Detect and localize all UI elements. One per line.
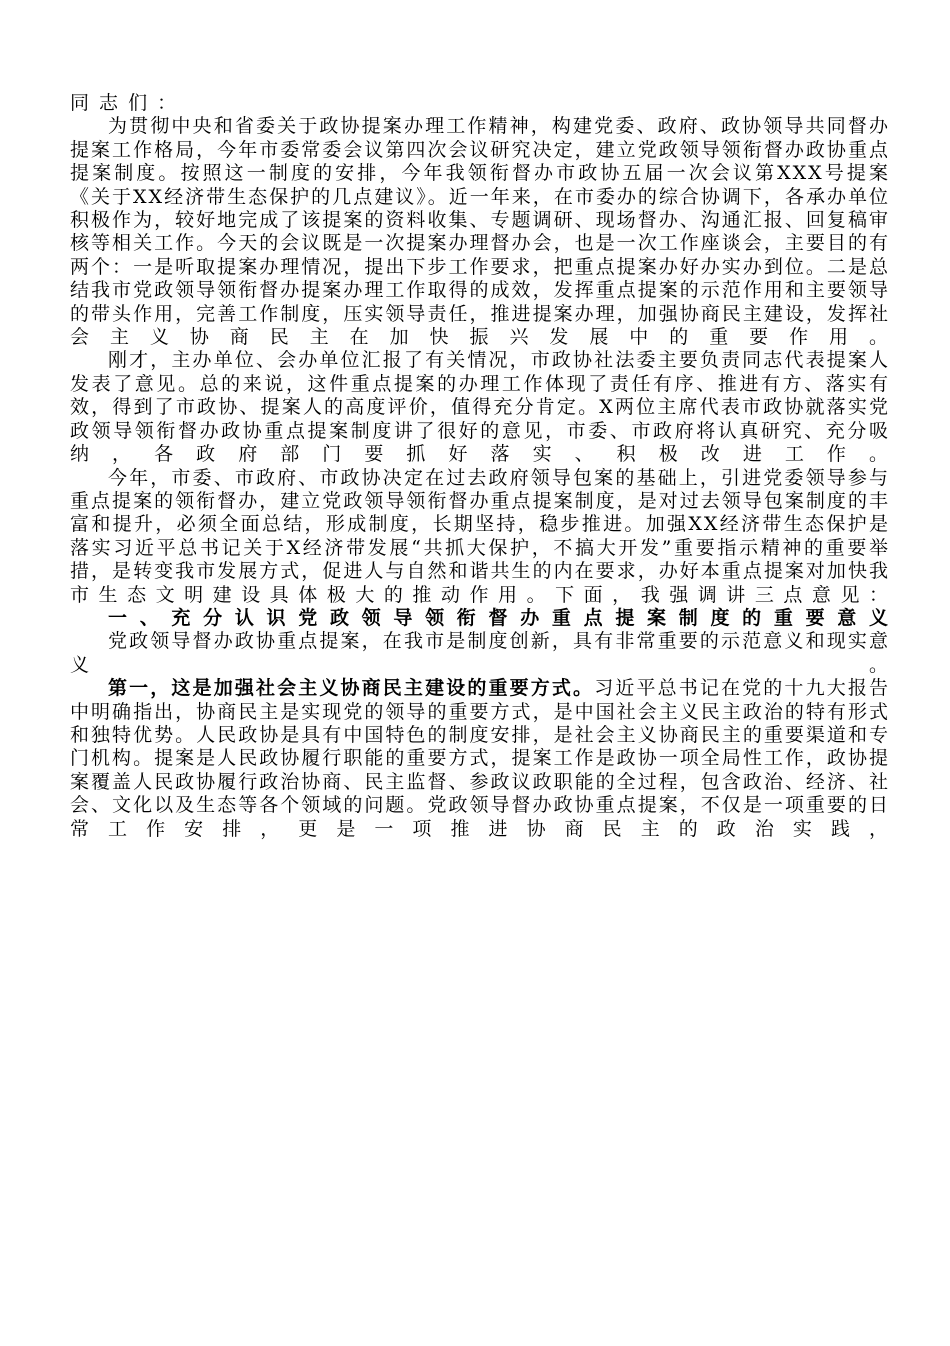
point-one-lead: 第一，这是加强社会主义协商民主建设的重要方式。	[108, 677, 595, 700]
paragraph-2: 刚才，主办单位、会办单位汇报了有关情况，市政协社法委主要负责同志代表提案人发表了意见。总的来说，这件重点提案的办理工作体现了责任有序、推进有方、落实有效，得到了市政协、提案人的高度评价，值得充分肯定。X两位主席代表市政协就落实党政领导领衔督办政协重点提案制度讲了很好的意见，市委、市政府将认真研究、充分吸纳，各政府部门要抓好落实、积极改进工作。	[70, 349, 890, 466]
point-one-body: 习近平总书记在党的十九大报告中明确指出，协商民主是实现党的领导的重要方式，是中国社会主义民主政治的特有形式和独特优势。人民政协是具有中国特色的制度安排，是社会主义协商民主的重要渠道和专门机构。提案是人民政协履行职能的重要方式，提案工作是政协一项全局性工作，政协提案覆盖人民政协履行政治协商、民主监督、参政议政职能的全过程，包含政治、经济、社会、文化以及生态等各个领域的问题。党政领导督办政协重点提案，不仅是一项重要的日常工作安排，更是一项推进协商民主的政治实践，	[70, 677, 890, 840]
salutation: 同 志 们 ：	[70, 92, 179, 114]
paragraph-1: 为贯彻中央和省委关于政协提案办理工作精神，构建党委、政府、政协领导共同督办提案工作格局，今年市委常委会议第四次会议研究决定，建立党政领导领衔督办政协重点提案制度。按照这一制度的安排，今年我领衔督办市政协五届一次会议第XXX号提案《关于XX经济带生态保护的几点建议》。近一年来，在市委办的综合协调下，各承办单位积极作为，较好地完成了该提案的资料收集、专题调研、现场督办、沟通汇报、回复稿审核等相关工作。今天的会议既是一次提案办理督办会，也是一次工作座谈会，主要目的有两个：一是听取提案办理情况，提出下步工作要求，把重点提案办好办实办到位。二是总结我市党政领导领衔督办提案办理工作取得的成效，发挥重点提案的示范作用和主要领导的带头作用，完善工作制度，压实领导责任，推进提案办理，加强协商民主建设，发挥社会主义协商民主在加快振兴发展中的重要作用。	[70, 115, 890, 349]
paragraph-3: 今年，市委、市政府、市政协决定在过去政府领导包案的基础上，引进党委领导参与重点提案的领衔督办，建立党政领导领衔督办重点提案制度，是对过去领导包案制度的丰富和提升，必须全面总结，形成制度，长期坚持，稳步推进。加强XX经济带生态保护是落实习近平总书记关于X经济带发展“共抓大保护，不搞大开发”重要指示精神的重要举措，是转变我市发展方式，促进人与自然和谐共生的内在要求，办好本重点提案对加快我市生态文明建设具体极大的推动作用。下面，我强调讲三点意见：	[70, 466, 890, 606]
point-one-paragraph	[70, 677, 890, 841]
section-heading: 一、充分认识党政领导领衔督办重点提案制度的重要意义	[108, 606, 890, 629]
document-page	[70, 92, 890, 841]
section-intro: 党政领导督办政协重点提案，在我市是制度创新，具有非常重要的示范意义和现实意义。	[70, 630, 890, 676]
